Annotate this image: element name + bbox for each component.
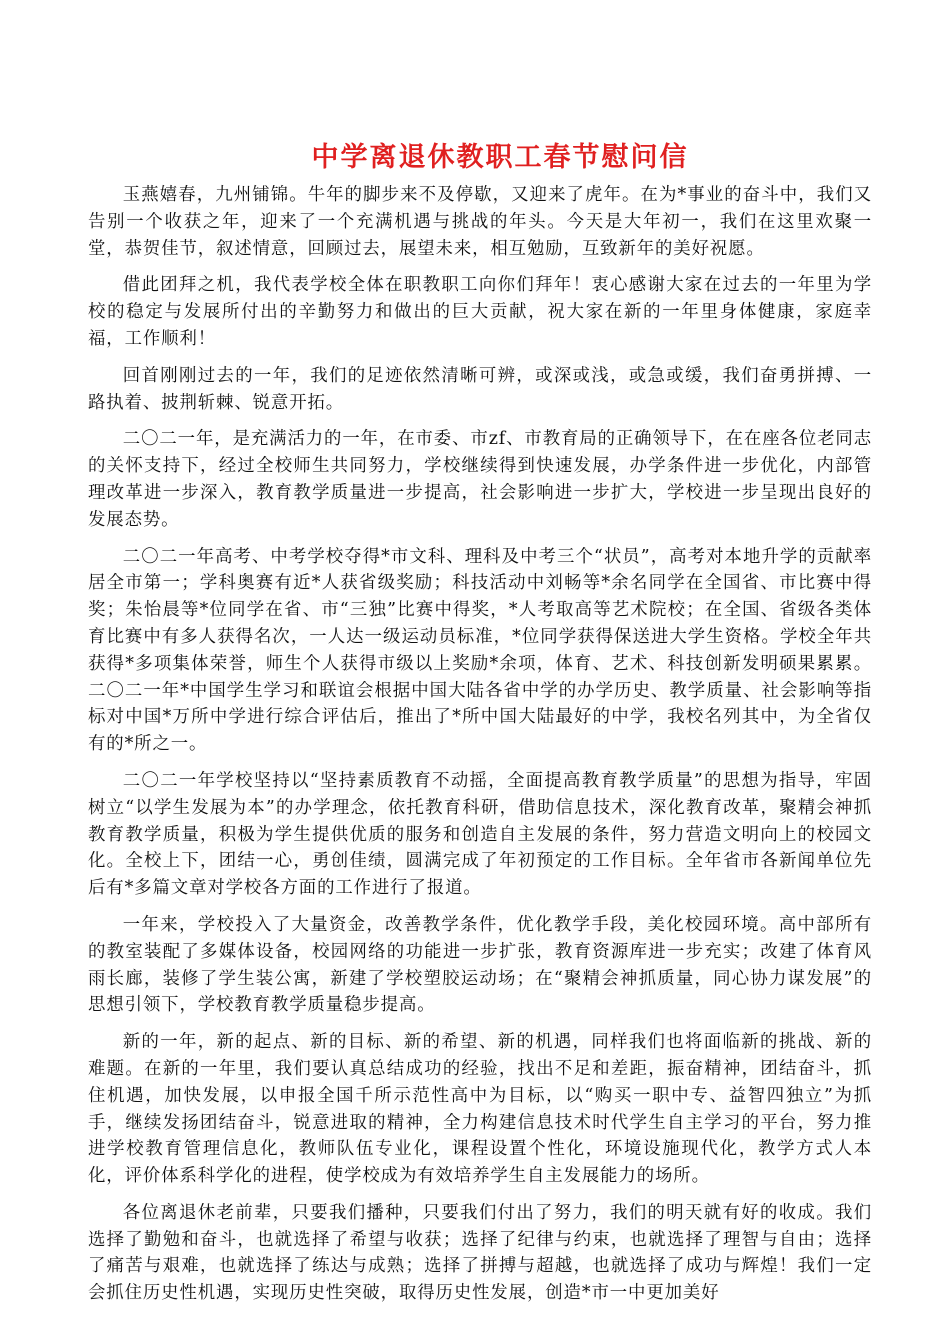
paragraph-closing: 各位离退休老前辈，只要我们播种，只要我们付出了努力，我们的明天就有好的收成。我们选择了勤勉和奋斗，也就选择了希望与收获；选择了纪律与约束，也就选择了理智与自由；选择了痛苦与艰难，也就选择了练达与成熟；选择了拼搏与超越，也就选择了成功与辉煌！我们一定会抓住历史性机遇，实现历史性突破，取得历史性发展，创造*市一中更加美好 (88, 1202, 872, 1304)
paragraph-new-year-goals: 新的一年，新的起点、新的目标、新的希望、新的机遇，同样我们也将面临新的挑战、新的难题。在新的一年里，我们要认真总结成功的经验，找出不足和差距，振奋精神，团结奋斗，抓住机遇，加快发展，以申报全国千所示范性高中为目标，以“购买一职中专、益智四独立”为抓手，继续发扬团结奋斗，锐意进取的精神，全力构建信息技术时代学生自主学习的平台，努力推进学校教育管理信息化，教师队伍专业化，课程设置个性化，环境设施现代化，教学方式人本化，评价体系科学化的进程，使学校成为有效培养学生自主发展能力的场所。 (88, 1032, 872, 1187)
paragraph-achievements: 二〇二一年高考、中考学校夺得*市文科、理科及中考三个“状员”，高考对本地升学的贡献率居全市第一；学科奥赛有近*人获省级奖励；科技活动中刘畅等*余名同学在全国省、市比赛中得奖；朱怡晨等*位同学在省、市“三独”比赛中得奖，*人考取高等艺术院校；在全国、省级各类体育比赛中有多人获得名次，一人达一级运动员标准，*位同学获得保送进大学生资格。学校全年共获得*多项集体荣誉，师生个人获得市级以上奖励*余项，体育、艺术、科技创新发明硕果累累。二〇二一年*中国学生学习和联谊会根据中国大陆各省中学的办学历史、教学质量、社会影响等指标对中国*万所中学进行综合评估后，推出了*所中国大陆最好的中学，我校名列其中，为全省仅有的*所之一。 (88, 546, 872, 755)
paragraph-new-year-wishes: 借此团拜之机，我代表学校全体在职教职工向你们拜年！衷心感谢大家在过去的一年里为学校的稳定与发展所付出的辛勤努力和做出的巨大贡献，祝大家在新的一年里身体健康，家庭幸福，工作顺利！ (88, 275, 872, 349)
paragraph-campus-investment: 一年来，学校投入了大量资金，改善教学条件，优化教学手段，美化校园环境。高中部所有的教室装配了多媒体设备，校园网络的功能进一步扩张，教育资源库进一步充实；改建了体育风雨长廊，装修了学生装公寓，新建了学校塑胶运动场；在“聚精会神抓质量，同心协力谋发展”的思想引领下，学校教育教学质量稳步提高。 (88, 914, 872, 1016)
paragraph-review-intro: 回首刚刚过去的一年，我们的足迹依然清晰可辨，或深或浅，或急或缓，我们奋勇拼搏、一路执着、披荆斩棘、锐意开拓。 (88, 365, 872, 413)
document-body (88, 182, 872, 1307)
paragraph-greeting: 玉燕嬉春，九州铺锦。牛年的脚步来不及停歇，又迎来了虎年。在为*事业的奋斗中，我们又告别一个收获之年，迎来了一个充满机遇与挑战的年头。今天是大年初一，我们在这里欢聚一堂，恭贺佳节，叙述情意，回顾过去，展望未来，相互勉励，互致新年的美好祝愿。 (88, 185, 872, 259)
document-title: 中学离退休教职工春节慰问信 (311, 142, 689, 173)
paragraph-teaching-philosophy: 二〇二一年学校坚持以“坚持素质教育不动摇，全面提高教育教学质量”的思想为指导，牢固树立“以学生发展为本”的办学理念，依托教育科研，借助信息技术，深化教育改革，聚精会神抓教育教学质量，积极为学生提供优质的服务和创造自主发展的条件，努力营造文明向上的校园文化。全校上下，团结一心，勇创佳绩，圆满完成了年初预定的工作目标。全年省市各新闻单位先后有*多篇文章对学校各方面的工作进行了报道。 (88, 770, 872, 899)
paragraph-year-overview: 二〇二一年，是充满活力的一年，在市委、市zf、市教育局的正确领导下，在在座各位老同志的关怀支持下，经过全校师生共同努力，学校继续得到快速发展，办学条件进一步优化，内部管理改革进一步深入，教育教学质量进一步提高，社会影响进一步扩大，学校进一步呈现出良好的发展态势。 (88, 429, 872, 530)
